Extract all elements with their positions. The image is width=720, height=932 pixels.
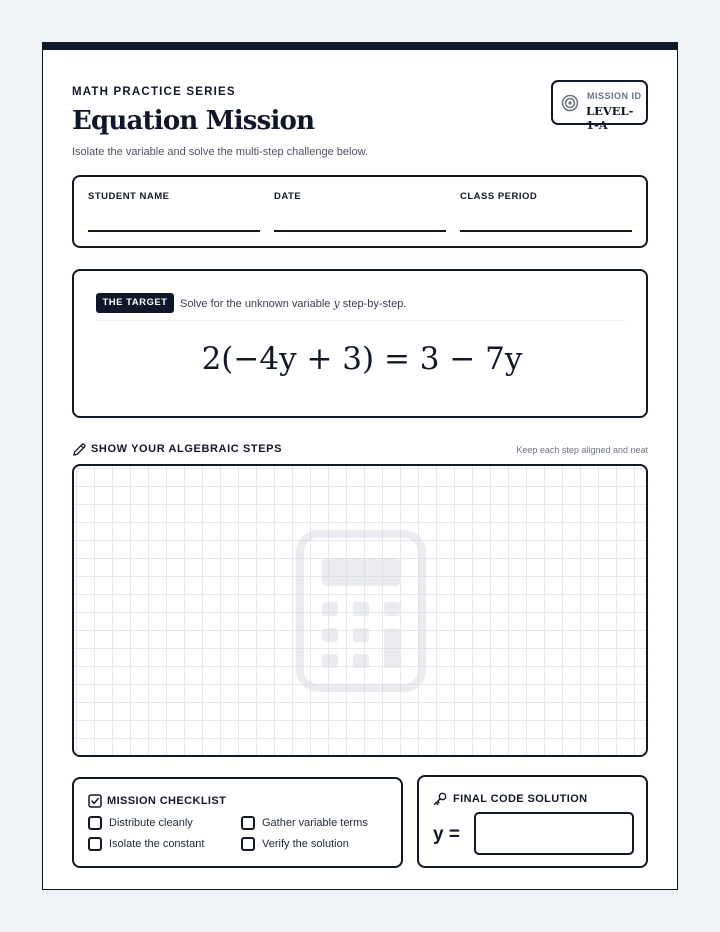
checkbox[interactable] [241, 816, 255, 830]
target-desc-before: Solve for the unknown variable [180, 298, 331, 310]
checklist-item-label: Distribute cleanly [109, 817, 193, 829]
student-name-field[interactable] [88, 191, 260, 202]
final-solution-card [417, 775, 648, 868]
calculator-icon [296, 530, 426, 692]
mission-checklist [72, 777, 403, 868]
class-period-line[interactable] [460, 230, 632, 232]
checkbox[interactable] [88, 816, 102, 830]
target-divider [96, 320, 626, 321]
target-variable: y [333, 297, 340, 310]
mission-id-value: LEVEL-1-A [586, 104, 634, 132]
target-desc-after: step-by-step. [342, 298, 407, 310]
checklist-title: MISSION CHECKLIST [107, 795, 227, 807]
target-badge: THE TARGET [96, 293, 174, 313]
mission-id-label: MISSION ID [587, 91, 642, 101]
student-info-card [72, 175, 648, 248]
solution-title: FINAL CODE SOLUTION [453, 793, 588, 805]
checklist-item-label: Isolate the constant [109, 838, 205, 850]
target-equation: 2(−4y + 3) = 3 − 7y [201, 341, 523, 377]
checklist-item-label: Gather variable terms [262, 817, 368, 829]
work-grid[interactable] [72, 464, 648, 757]
solution-variable-label: y = [433, 824, 460, 845]
date-line[interactable] [274, 230, 446, 232]
page-title: Equation Mission [72, 106, 315, 136]
page-subtitle: Isolate the variable and solve the multi-step challenge below. [72, 146, 368, 158]
class-period-label: CLASS PERIOD [460, 191, 538, 202]
class-period-field[interactable] [460, 191, 632, 202]
key-icon [433, 792, 447, 806]
checklist-item-label: Verify the solution [262, 838, 349, 850]
checkbox[interactable] [241, 837, 255, 851]
mission-id-badge [551, 80, 648, 132]
steps-title: SHOW YOUR ALGEBRAIC STEPS [91, 443, 283, 455]
student-name-label: STUDENT NAME [88, 191, 170, 202]
date-label: DATE [274, 191, 302, 202]
worksheet [42, 42, 678, 890]
pencil-icon [72, 442, 87, 457]
steps-note: Keep each step aligned and neat [516, 445, 648, 455]
target-icon [561, 94, 579, 112]
student-name-line[interactable] [88, 230, 260, 232]
target-description [180, 297, 406, 310]
target-card [72, 269, 648, 418]
series-label: MATH PRACTICE SERIES [72, 86, 236, 98]
checkbox-icon [88, 794, 102, 808]
answer-input[interactable] [474, 812, 634, 855]
checkbox[interactable] [88, 837, 102, 851]
date-field[interactable] [274, 191, 446, 202]
